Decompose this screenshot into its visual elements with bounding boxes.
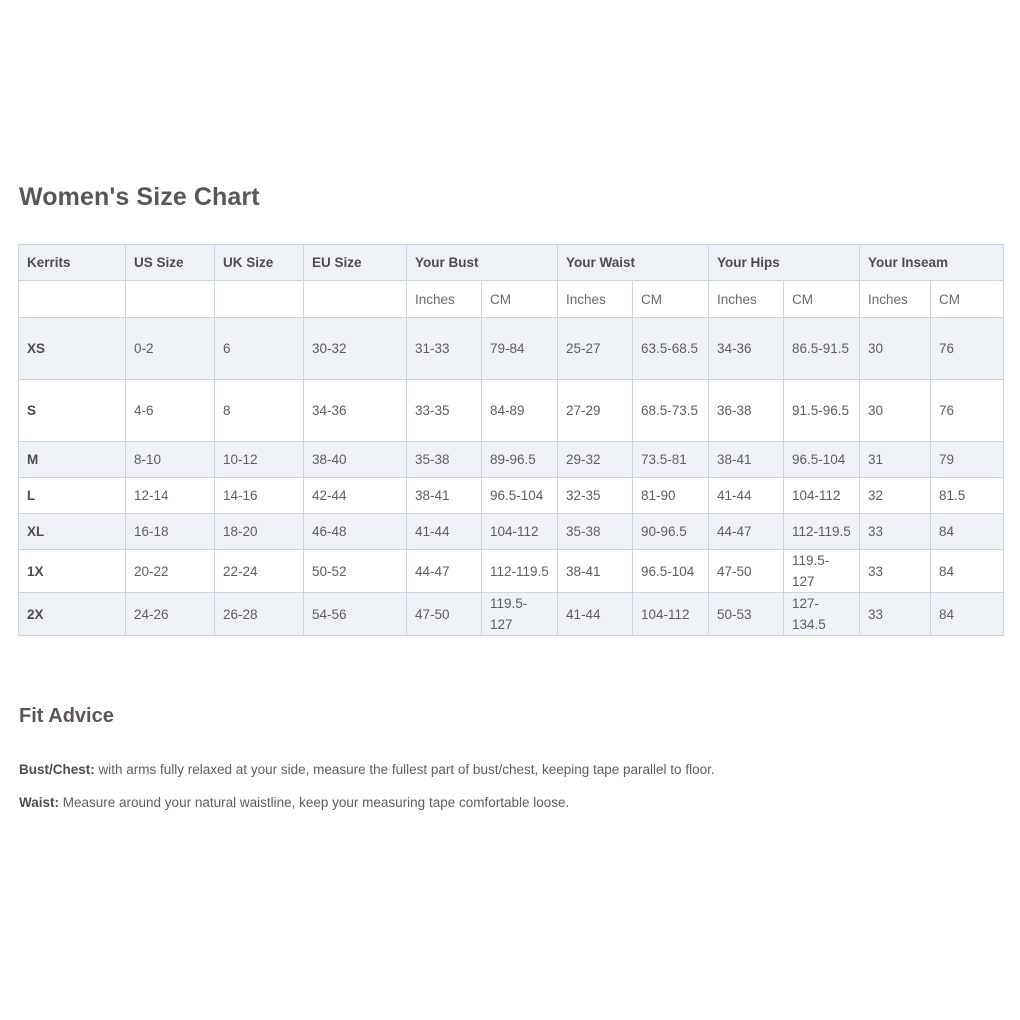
- table-cell: 31-33: [407, 318, 482, 380]
- table-cell: 33-35: [407, 380, 482, 442]
- table-cell: 76: [931, 380, 1004, 442]
- table-cell: 34-36: [304, 380, 407, 442]
- unit-cell: CM: [482, 281, 558, 318]
- table-cell: 38-40: [304, 442, 407, 478]
- bust-text: with arms fully relaxed at your side, measure the fullest part of bust/chest, keeping tape parallel to floor.: [94, 762, 715, 777]
- table-cell: 84: [931, 550, 1004, 593]
- table-cell: 81.5: [931, 478, 1004, 514]
- table-cell: 33: [860, 550, 931, 593]
- table-cell: 46-48: [304, 514, 407, 550]
- header-cell: UK Size: [215, 245, 304, 281]
- size-label-cell: XL: [19, 514, 126, 550]
- unit-cell: Inches: [407, 281, 482, 318]
- table-cell: 96.5-104: [482, 478, 558, 514]
- table-cell: 104-112: [784, 478, 860, 514]
- size-label-cell: 2X: [19, 593, 126, 636]
- table-cell: 25-27: [558, 318, 633, 380]
- table-cell: 41-44: [709, 478, 784, 514]
- table-cell: 8-10: [126, 442, 215, 478]
- table-cell: 79: [931, 442, 1004, 478]
- unit-cell: CM: [784, 281, 860, 318]
- header-cell: Kerrits: [19, 245, 126, 281]
- unit-cell: Inches: [860, 281, 931, 318]
- table-cell: 119.5-127: [482, 593, 558, 636]
- table-unit-row: [19, 281, 1004, 318]
- waist-label: Waist:: [19, 795, 59, 810]
- table-cell: 14-16: [215, 478, 304, 514]
- table-cell: 38-41: [709, 442, 784, 478]
- table-row: [19, 550, 1004, 593]
- table-cell: 35-38: [407, 442, 482, 478]
- header-cell: Your Bust: [407, 245, 558, 281]
- table-cell: 90-96.5: [633, 514, 709, 550]
- unit-cell: Inches: [709, 281, 784, 318]
- table-cell: 112-119.5: [482, 550, 558, 593]
- table-cell: 89-96.5: [482, 442, 558, 478]
- table-cell: 73.5-81: [633, 442, 709, 478]
- size-label-cell: S: [19, 380, 126, 442]
- table-cell: 41-44: [407, 514, 482, 550]
- table-cell: 81-90: [633, 478, 709, 514]
- waist-advice: [19, 795, 569, 810]
- size-label-cell: L: [19, 478, 126, 514]
- table-cell: 47-50: [407, 593, 482, 636]
- table-cell: 6: [215, 318, 304, 380]
- table-cell: 30-32: [304, 318, 407, 380]
- table-cell: 10-12: [215, 442, 304, 478]
- table-cell: 68.5-73.5: [633, 380, 709, 442]
- header-cell: US Size: [126, 245, 215, 281]
- table-cell: 104-112: [633, 593, 709, 636]
- unit-cell: Inches: [558, 281, 633, 318]
- table-cell: 54-56: [304, 593, 407, 636]
- table-cell: 96.5-104: [633, 550, 709, 593]
- header-cell: EU Size: [304, 245, 407, 281]
- table-cell: 20-22: [126, 550, 215, 593]
- table-cell: 63.5-68.5: [633, 318, 709, 380]
- table-cell: 0-2: [126, 318, 215, 380]
- table-cell: 41-44: [558, 593, 633, 636]
- unit-cell: [215, 281, 304, 318]
- table-cell: 84-89: [482, 380, 558, 442]
- unit-cell: [304, 281, 407, 318]
- table-cell: 30: [860, 380, 931, 442]
- table-cell: 44-47: [709, 514, 784, 550]
- table-row: [19, 478, 1004, 514]
- table-row: [19, 318, 1004, 380]
- bust-label: Bust/Chest:: [19, 762, 95, 777]
- size-label-cell: 1X: [19, 550, 126, 593]
- unit-cell: [126, 281, 215, 318]
- table-cell: 26-28: [215, 593, 304, 636]
- table-row: [19, 380, 1004, 442]
- table-row: [19, 593, 1004, 636]
- table-cell: 44-47: [407, 550, 482, 593]
- table-cell: 76: [931, 318, 1004, 380]
- table-cell: 86.5-91.5: [784, 318, 860, 380]
- header-cell: Your Waist: [558, 245, 709, 281]
- table-cell: 33: [860, 514, 931, 550]
- bust-advice: [19, 762, 715, 777]
- table-cell: 31: [860, 442, 931, 478]
- table-cell: 32: [860, 478, 931, 514]
- table-cell: 35-38: [558, 514, 633, 550]
- table-cell: 79-84: [482, 318, 558, 380]
- table-cell: 104-112: [482, 514, 558, 550]
- header-cell: Your Inseam: [860, 245, 1004, 281]
- table-cell: 47-50: [709, 550, 784, 593]
- table-cell: 119.5-127: [784, 550, 860, 593]
- size-chart-table: [18, 244, 1004, 636]
- table-cell: 84: [931, 514, 1004, 550]
- table-cell: 27-29: [558, 380, 633, 442]
- table-cell: 32-35: [558, 478, 633, 514]
- size-label-cell: XS: [19, 318, 126, 380]
- table-row: [19, 514, 1004, 550]
- page-title: Women's Size Chart: [19, 183, 260, 211]
- table-cell: 38-41: [407, 478, 482, 514]
- table-cell: 96.5-104: [784, 442, 860, 478]
- fit-advice-title: Fit Advice: [19, 705, 114, 727]
- unit-cell: CM: [931, 281, 1004, 318]
- table-cell: 24-26: [126, 593, 215, 636]
- table-cell: 33: [860, 593, 931, 636]
- table-cell: 127-134.5: [784, 593, 860, 636]
- table-cell: 12-14: [126, 478, 215, 514]
- table-cell: 36-38: [709, 380, 784, 442]
- table-cell: 84: [931, 593, 1004, 636]
- table-cell: 91.5-96.5: [784, 380, 860, 442]
- header-cell: Your Hips: [709, 245, 860, 281]
- table-cell: 50-53: [709, 593, 784, 636]
- table-cell: 8: [215, 380, 304, 442]
- unit-cell: [19, 281, 126, 318]
- table-header-row: [19, 245, 1004, 281]
- unit-cell: CM: [633, 281, 709, 318]
- waist-text: Measure around your natural waistline, keep your measuring tape comfortable loose.: [59, 795, 570, 810]
- table-cell: 50-52: [304, 550, 407, 593]
- table-cell: 18-20: [215, 514, 304, 550]
- size-label-cell: M: [19, 442, 126, 478]
- table-cell: 112-119.5: [784, 514, 860, 550]
- table-cell: 38-41: [558, 550, 633, 593]
- table-cell: 34-36: [709, 318, 784, 380]
- table-row: [19, 442, 1004, 478]
- table-cell: 42-44: [304, 478, 407, 514]
- table-cell: 4-6: [126, 380, 215, 442]
- table-cell: 29-32: [558, 442, 633, 478]
- table-cell: 16-18: [126, 514, 215, 550]
- table-cell: 22-24: [215, 550, 304, 593]
- table-cell: 30: [860, 318, 931, 380]
